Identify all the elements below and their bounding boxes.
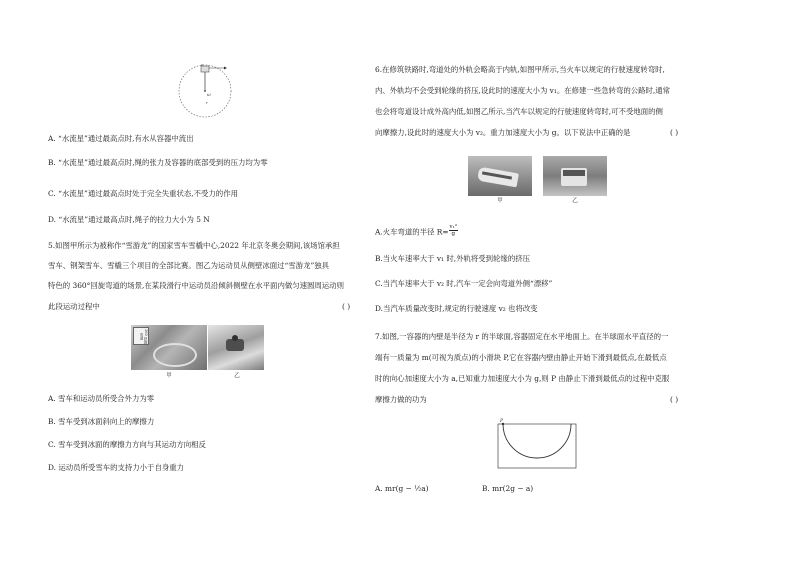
container-outline <box>498 424 576 468</box>
q5-option-a: A. 雪车和运动员所受合外力为零 <box>48 394 155 403</box>
q5-stem-line-3: 特色的 360°回旋弯道的场景,在某段滑行中运动员沿倾斜侧壁在水平面内做匀速圆周运动则 <box>48 281 344 290</box>
q6-caption-jia: 甲 <box>497 198 503 204</box>
q6-photo-jia-train <box>468 156 532 196</box>
q7-stem-line-2: 端有一质量为 m(可视为质点)的小滑块 P,它在容器内壁由静止开始下滑到最低点,在最低点 <box>375 353 667 362</box>
q7-stem-line-4: 摩擦力做的功为 <box>375 395 427 404</box>
label-o: o <box>201 62 204 67</box>
q5-stem-line-2: 雪车、钢架雪车、雪橇三个项目的全部比赛。图乙为运动员从侧壁冰面过“雪游龙”独具 <box>48 261 330 270</box>
q5-photo-yi <box>208 325 264 370</box>
q4-option-d: D. “水流星”通过最高点时,绳子的拉力大小为 5 N <box>48 215 210 224</box>
q7-option-b: B. mr(2g − a) <box>482 484 534 493</box>
q6-option-a-prefix: A.火车弯道的半径 R= <box>375 227 449 237</box>
q7-stem-line-1: 7.如图,一容器的内壁是半径为 r 的半球面,容器固定在水平地面上。在半球面水平直径的一 <box>375 332 669 341</box>
q4-option-a: A. “水流星”通过最高点时,有水从容器中流出 <box>48 134 194 143</box>
label-r: r <box>206 100 208 105</box>
q5-answer-bracket: ( ) <box>342 302 351 311</box>
q6-stem-line-2: 内、外轨均不会受到轮缘的挤压,设此时的速度大小为 v₁。在修建一些急转弯的公路时,通常 <box>375 86 671 95</box>
q5-option-c: C. 雪车受到冰面的摩擦力方向与其运动方向相反 <box>48 440 206 449</box>
q5-option-d: D. 运动员所受雪车的支持力小于自身重力 <box>48 463 185 472</box>
label-omega: ω <box>207 93 211 98</box>
hemisphere-surface <box>503 424 571 458</box>
q6-option-b: B.当火车速率大于 v₁ 时,外轨将受到轮缘的挤压 <box>375 254 530 263</box>
q7-answer-bracket: ( ) <box>670 395 679 404</box>
q6-caption-yi: 乙 <box>572 198 578 204</box>
q5-option-b: B. 雪车受到冰面斜向上的摩擦力 <box>48 417 155 426</box>
q6-option-a <box>375 226 458 239</box>
q5-caption-jia: 甲 <box>166 373 172 379</box>
q6-option-c: C.当汽车速率大于 v₂ 时,汽车一定会向弯道外侧“漂移” <box>375 279 553 288</box>
label-p: P <box>500 419 504 424</box>
q5-photo-jia <box>131 325 207 370</box>
q6-photo-yi-bus <box>543 156 607 196</box>
q6-stem-line-3: 也会将弯道设计成外高内低,如图乙所示,当汽车以规定的行驶速度转弯时,可不受地面的侧 <box>375 107 663 116</box>
center-point <box>204 90 206 92</box>
q5-caption-yi: 乙 <box>234 373 240 379</box>
q5-stem-line-1: 5.如图甲所示为被称作“雪游龙”的国家雪车雪橇中心,2022 年北京冬奥会期间,该场馆承担 <box>48 241 340 250</box>
q6-option-d: D.当汽车质量改变时,规定的行驶速度 v₂ 也将改变 <box>375 304 538 313</box>
hemisphere-container-figure <box>494 418 580 470</box>
q6-option-a-fraction <box>449 224 459 237</box>
q5-stem-line-4: 此段运动过程中 <box>48 302 100 311</box>
fraction-denominator: g <box>451 231 456 237</box>
fraction-numerator: v₁² <box>449 224 458 230</box>
q7-option-a: A. mr(g − ½a) <box>375 484 429 493</box>
q6-stem-line-4: 向摩擦力,设此时的速度大小为 v₂。重力加速度大小为 g。以下说法中正确的是 <box>375 128 631 137</box>
q4-option-b: B. “水流星”通过最高点时,绳的张力及容器的底部受到的压力均为零 <box>48 158 268 167</box>
rope-circle-figure <box>178 58 238 120</box>
q6-answer-bracket: ( ) <box>670 128 679 137</box>
q5-photo-inset: 360 回旋弯道 <box>133 327 149 345</box>
q6-stem-line-1: 6.在修筑铁路时,弯道处的外轨会略高于内轨,如图甲所示,当火车以规定的行驶速度转弯时, <box>375 65 665 74</box>
q7-stem-line-3: 时的向心加速度大小为 a,已知重力加速度大小为 g,则 P 由静止下滑到最低点的过程中克服 <box>375 374 670 383</box>
q4-option-c: C. “水流星”通过最高点时处于完全失重状态,不受力的作用 <box>48 189 238 198</box>
